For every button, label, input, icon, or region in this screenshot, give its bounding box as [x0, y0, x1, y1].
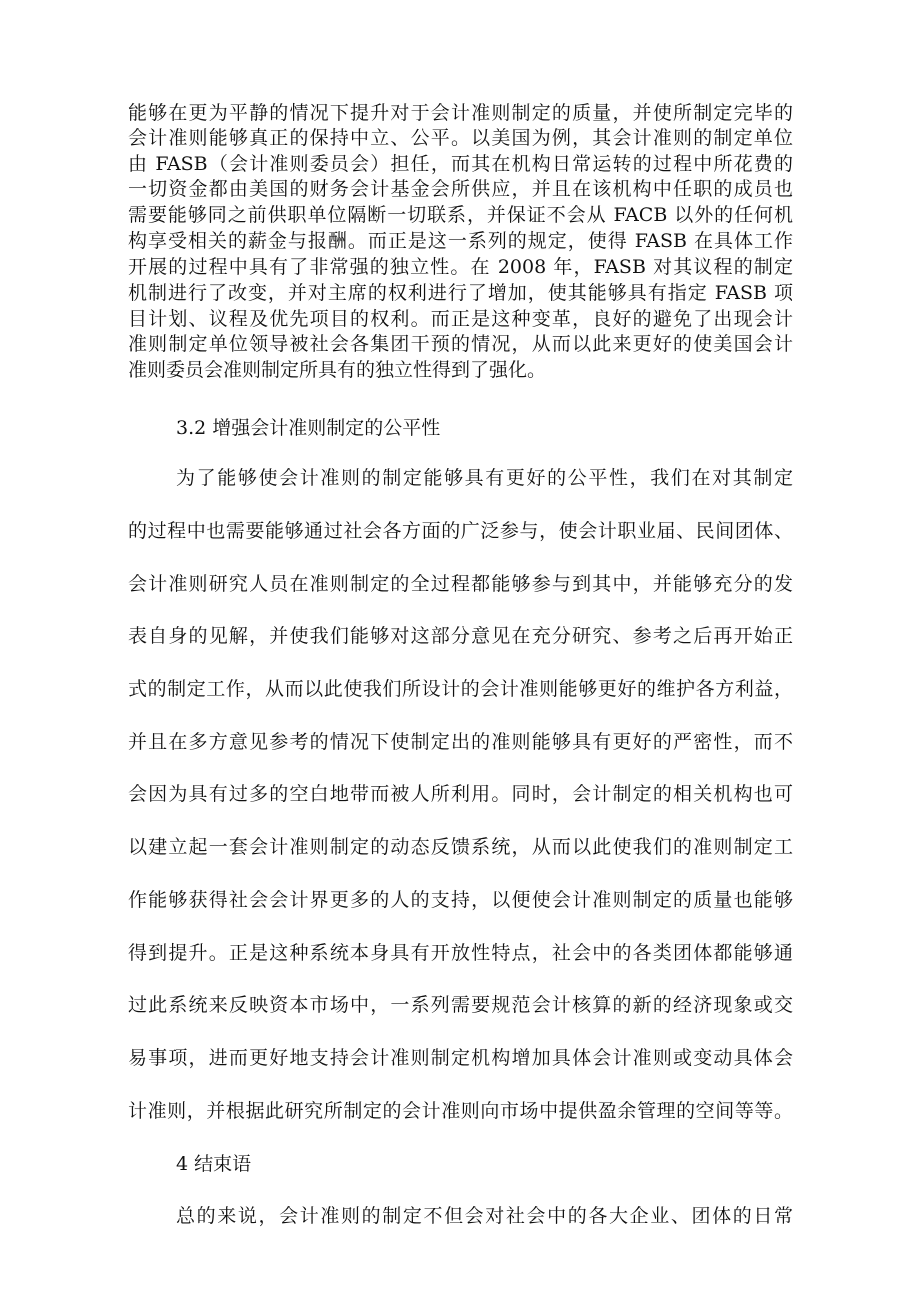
paragraph-1-line: 会计准则能够真正的保持中立、公平。以美国为例，其会计准则的制定单位 — [128, 127, 793, 149]
paragraph-1-line: 机制进行了改变，并对主席的权利进行了增加，使其能够具有指定 FASB 项 — [128, 282, 793, 304]
section-heading-3-2: 3.2 增强会计准则制定的公平性 — [176, 417, 441, 439]
paragraph-1-line: 一切资金都由美国的财务会计基金会所供应，并且在该机构中任职的成员也 — [128, 178, 793, 200]
paragraph-1-line: 目计划、议程及优先项目的权利。而正是这种变革，良好的避免了出现会计 — [128, 308, 793, 330]
paragraph-1-line: 构享受相关的薪金与报酬。而正是这一系列的规定，使得 FASB 在具体工作 — [128, 230, 793, 252]
paragraph-1-line: 开展的过程中具有了非常强的独立性。在 2008 年，FASB 对其议程的制定 — [128, 256, 793, 278]
paragraph-2-line: 会因为具有过多的空白地带而被人所利用。同时，会计制定的相关机构也可 — [128, 783, 793, 805]
paragraph-2-line: 表自身的见解，并使我们能够对这部分意见在充分研究、参考之后再开始正 — [128, 625, 793, 647]
paragraph-1-line: 需要能够同之前供职单位隔断一切联系，并保证不会从 FACB 以外的任何机 — [128, 204, 793, 226]
section-heading-4: 4 结束语 — [176, 1153, 252, 1175]
paragraph-2-line: 作能够获得社会会计界更多的人的支持，以便使会计准则制定的质量也能够 — [128, 889, 793, 911]
paragraph-2-line: 式的制定工作，从而以此使我们所设计的会计准则能够更好的维护各方利益， — [128, 678, 793, 700]
paragraph-2-line: 的过程中也需要能够通过社会各方面的广泛参与，使会计职业届、民间团体、 — [128, 520, 793, 542]
paragraph-1-line: 能够在更为平静的情况下提升对于会计准则制定的质量，并使所制定完毕的 — [128, 102, 793, 124]
paragraph-2-line: 易事项，进而更好地支持会计准则制定机构增加具体会计准则或变动具体会 — [128, 1047, 793, 1069]
paragraph-2-line: 得到提升。正是这种系统本身具有开放性特点，社会中的各类团体都能够通 — [128, 942, 793, 964]
paragraph-2-line: 计准则，并根据此研究所制定的会计准则向市场中提供盈余管理的空间等等。 — [128, 1100, 793, 1122]
paragraph-2-line: 过此系统来反映资本市场中，一系列需要规范会计核算的新的经济现象或交 — [128, 994, 793, 1016]
paragraph-1-line: 准则制定单位领导被社会各集团干预的情况，从而以此来更好的使美国会计 — [128, 333, 793, 355]
paragraph-2-line: 会计准则研究人员在准则制定的全过程都能够参与到其中，并能够充分的发 — [128, 573, 793, 595]
paragraph-2-line: 为了能够使会计准则的制定能够具有更好的公平性，我们在对其制定 — [176, 467, 793, 489]
paragraph-1-line: 准则委员会准则制定所具有的独立性得到了强化。 — [128, 359, 547, 381]
paragraph-1-line: 由 FASB（会计准则委员会）担任，而其在机构日常运转的过程中所花费的 — [128, 153, 793, 175]
paragraph-2-line: 并且在多方意见参考的情况下使制定出的准则能够具有更好的严密性，而不 — [128, 731, 793, 753]
paragraph-3-line: 总的来说，会计准则的制定不但会对社会中的各大企业、团体的日常 — [176, 1205, 793, 1227]
paragraph-2-line: 以建立起一套会计准则制定的动态反馈系统，从而以此使我们的准则制定工 — [128, 836, 793, 858]
